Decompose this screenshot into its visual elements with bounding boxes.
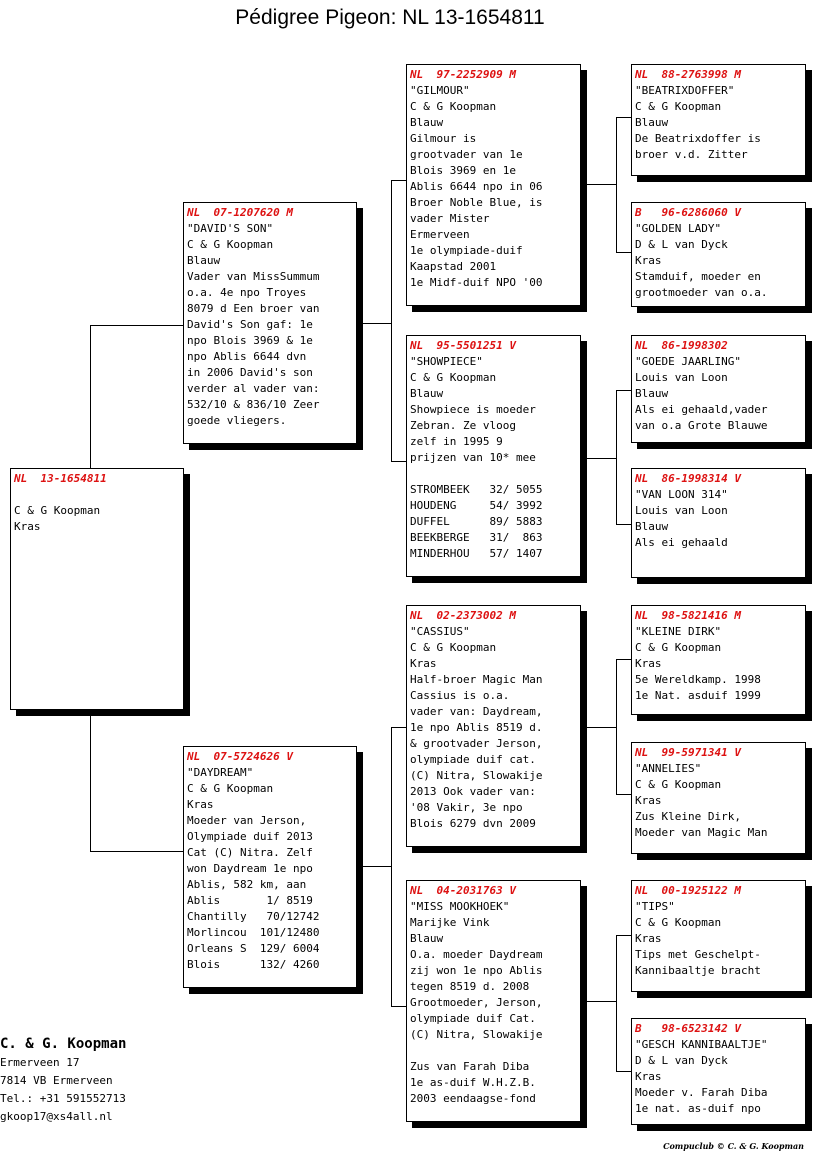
pigeon-card-father[interactable] <box>183 202 357 444</box>
pigeon-info-line: Louis van Loon <box>635 504 728 517</box>
breeder-contact <box>0 1034 126 1126</box>
page-title: Pédigree Pigeon: NL 13-1654811 <box>235 6 545 29</box>
pigeon-info-line: C & G Koopman <box>635 100 722 113</box>
ring-number: NL 88-2763998 M <box>635 68 741 81</box>
pigeon-info-line: 5e Wereldkamp. 1998 <box>635 673 761 686</box>
pigeon-info-line: Kras <box>187 798 214 811</box>
pigeon-info-line: C & G Koopman <box>410 100 497 113</box>
pigeon-info-line: vader van: Daydream, <box>410 705 543 718</box>
pigeon-info-line <box>410 1043 577 1059</box>
connector-line <box>616 659 632 660</box>
pigeon-info-line: C & G Koopman <box>410 371 497 384</box>
pigeon-info-line: Blauw <box>635 387 669 400</box>
pigeon-info-line: 1e olympiade-duif <box>410 244 523 257</box>
pigeon-card-fff[interactable] <box>631 64 806 176</box>
pigeon-card-ffm[interactable] <box>631 202 806 307</box>
ring-number: NL 02-2373002 M <box>410 609 516 622</box>
connector-line <box>616 252 632 253</box>
phone-number: Tel.: +31 591552713 <box>0 1092 126 1105</box>
pigeon-info-line: David's Son gaf: 1e <box>187 318 313 331</box>
pigeon-info-line: broer v.d. Zitter <box>635 148 748 161</box>
pigeon-info-line: Showpiece is moeder <box>410 403 536 416</box>
pigeon-info-line: Blois 6279 dvn 2009 <box>410 817 536 830</box>
pigeon-info-line: C & G Koopman <box>14 504 101 517</box>
connector-line <box>391 180 407 181</box>
pigeon-info-line: Kaapstad 2001 <box>410 260 497 273</box>
pigeon-info-line: (C) Nitra, Slowakije <box>410 769 543 782</box>
ring-number: NL 99-5971341 V <box>635 746 741 759</box>
connector-line <box>616 117 617 252</box>
pigeon-line-first: "MISS MOOKHOEK" <box>410 900 510 913</box>
pigeon-info-line: Zebran. Ze vloog <box>410 419 516 432</box>
ring-number: B 96-6286060 V <box>635 206 741 219</box>
ring-number: NL 07-5724626 V <box>187 750 293 763</box>
address-line-2: 7814 VB Ermerveen <box>0 1074 113 1087</box>
pigeon-info-line: Cat (C) Nitra. Zelf <box>187 846 313 859</box>
connector-line <box>616 935 617 1071</box>
pigeon-info-line: C & G Koopman <box>187 782 274 795</box>
pigeon-info-line: Kannibaaltje bracht <box>635 964 761 977</box>
connector-line <box>616 390 617 524</box>
pigeon-info-line: Moeder van Jerson, <box>187 814 307 827</box>
pigeon-info-line: npo Ablis 6644 dvn <box>187 350 307 363</box>
pigeon-info-line: Ablis 1/ 8519 <box>187 894 313 907</box>
pigeon-info-line: Tips met Geschelpt- <box>635 948 761 961</box>
pigeon-info-line: STROMBEEK 32/ 5055 <box>410 483 543 496</box>
connector-line <box>356 323 391 324</box>
pigeon-info-line: verder al vader van: <box>187 382 320 395</box>
pigeon-info-line: Blauw <box>410 387 444 400</box>
pigeon-info-line: D & L van Dyck <box>635 238 728 251</box>
ring-number: NL 86-1998302 <box>635 339 728 352</box>
connector-line <box>90 851 184 852</box>
connector-line <box>356 866 391 867</box>
pigeon-info-line: Kras <box>410 657 437 670</box>
connector-line <box>616 659 617 794</box>
pigeon-info-line: Grootmoeder, Jerson, <box>410 996 543 1009</box>
pigeon-info-line: Blauw <box>410 932 444 945</box>
pigeon-line-first: "GESCH KANNIBAALTJE" <box>635 1038 768 1051</box>
pigeon-card-mother-father[interactable] <box>406 605 581 847</box>
pigeon-info-line: Vader van MissSummum <box>187 270 320 283</box>
pigeon-info-line: 1e Nat. asduif 1999 <box>635 689 761 702</box>
pigeon-info-line: Louis van Loon <box>635 371 728 384</box>
pigeon-info-line: D & L van Dyck <box>635 1054 728 1067</box>
pigeon-card-subject[interactable] <box>10 468 184 710</box>
connector-line <box>90 710 91 851</box>
connector-line <box>580 1001 616 1002</box>
pigeon-card-mfm[interactable] <box>631 742 806 854</box>
pigeon-info-line: C & G Koopman <box>635 641 722 654</box>
connector-line <box>90 325 184 326</box>
pigeon-info-line: Kras <box>635 657 662 670</box>
connector-line <box>616 524 632 525</box>
pigeon-info-line: 8079 d Een broer van <box>187 302 320 315</box>
pigeon-card-fmf[interactable] <box>631 335 806 443</box>
address-line-1: Ermerveen 17 <box>0 1056 80 1069</box>
ring-number: NL 07-1207620 M <box>187 206 293 219</box>
pigeon-info-line: Morlincou 101/12480 <box>187 926 320 939</box>
connector-line <box>90 325 91 468</box>
pigeon-line-first: "ANNELIES" <box>635 762 702 775</box>
pigeon-info-line: Als ei gehaald <box>635 536 728 549</box>
pigeon-info-line: Blois 132/ 4260 <box>187 958 320 971</box>
ring-number: NL 97-2252909 M <box>410 68 516 81</box>
pigeon-info-line: prijzen van 10* mee <box>410 451 536 464</box>
pigeon-info-line: De Beatrixdoffer is <box>635 132 761 145</box>
pigeon-info-line: Orleans S 129/ 6004 <box>187 942 320 955</box>
connector-line <box>391 180 392 462</box>
pigeon-info-line: Zus van Farah Diba <box>410 1060 530 1073</box>
pigeon-info-line: C & G Koopman <box>635 916 722 929</box>
pigeon-info-line: 532/10 & 836/10 Zeer <box>187 398 320 411</box>
pigeon-info-line: Zus Kleine Dirk, <box>635 810 741 823</box>
pigeon-info-line: Marijke Vink <box>410 916 490 929</box>
pigeon-line-first: "DAVID'S SON" <box>187 222 274 235</box>
pigeon-info-line: C & G Koopman <box>410 641 497 654</box>
pigeon-info-line: van o.a Grote Blauwe <box>635 419 768 432</box>
pigeon-info-line: zelf in 1995 9 <box>410 435 503 448</box>
pigeon-info-line: Blauw <box>410 116 444 129</box>
connector-line <box>616 1071 632 1072</box>
ring-number: NL 98-5821416 M <box>635 609 741 622</box>
connector-line <box>616 935 632 936</box>
connector-line <box>580 727 616 728</box>
connector-line <box>391 1006 407 1007</box>
pigeon-line-first: "TIPS" <box>635 900 675 913</box>
pigeon-card-fmm[interactable] <box>631 468 806 578</box>
pigeon-info-line: olympiade duif cat. <box>410 753 536 766</box>
pigeon-info-line: Kras <box>635 794 662 807</box>
pigeon-line-first: "BEATRIXDOFFER" <box>635 84 735 97</box>
ring-number: B 98-6523142 V <box>635 1022 741 1035</box>
pigeon-info-line: Cassius is o.a. <box>410 689 510 702</box>
pigeon-info-line: 2003 eendaagse-fond <box>410 1092 536 1105</box>
connector-line <box>391 727 392 1007</box>
pigeon-info-line: Gilmour is <box>410 132 477 145</box>
ring-number: NL 95-5501251 V <box>410 339 516 352</box>
connector-line <box>616 117 632 118</box>
pigeon-info-line: grootmoeder van o.a. <box>635 286 768 299</box>
pigeon-info-line: zij won 1e npo Ablis <box>410 964 543 977</box>
pigeon-card-father-father[interactable] <box>406 64 581 306</box>
email-address[interactable]: gkoop17@xs4all.nl <box>0 1110 113 1123</box>
pigeon-card-father-mother[interactable] <box>406 335 581 577</box>
pigeon-line-first: "KLEINE DIRK" <box>635 625 722 638</box>
breeder-name: C. & G. Koopman <box>0 1036 127 1052</box>
pigeon-info-line: DUFFEL 89/ 5883 <box>410 515 543 528</box>
pigeon-line-first: "GOLDEN LADY" <box>635 222 722 235</box>
ring-number: NL 00-1925122 M <box>635 884 741 897</box>
connector-line <box>580 184 616 185</box>
pigeon-info-line: Blauw <box>187 254 221 267</box>
pigeon-info-line: & grootvader Jerson, <box>410 737 543 750</box>
connector-line <box>391 727 407 728</box>
connector-line <box>580 458 616 459</box>
pigeon-info-line: Olympiade duif 2013 <box>187 830 313 843</box>
pigeon-info-line: 1e as-duif W.H.Z.B. <box>410 1076 536 1089</box>
pigeon-card-mff[interactable] <box>631 605 806 715</box>
ring-number: NL 13-1654811 <box>14 472 107 485</box>
pigeon-card-mother-mother[interactable] <box>406 880 581 1122</box>
pigeon-line-first: "DAYDREAM" <box>187 766 254 779</box>
pigeon-info-line: O.a. moeder Daydream <box>410 948 543 961</box>
connector-line <box>616 390 632 391</box>
pigeon-info-line: Stamduif, moeder en <box>635 270 761 283</box>
pigeon-info-line: BEEKBERGE 31/ 863 <box>410 531 543 544</box>
pigeon-info-line: HOUDENG 54/ 3992 <box>410 499 543 512</box>
pigeon-info-line: o.a. 4e npo Troyes <box>187 286 307 299</box>
pigeon-info-line: goede vliegers. <box>187 414 287 427</box>
pigeon-info-line: (C) Nitra, Slowakije <box>410 1028 543 1041</box>
pigeon-info-line: Blauw <box>635 116 669 129</box>
pigeon-info-line: 2013 Ook vader van: <box>410 785 536 798</box>
pigeon-info-line <box>410 466 577 482</box>
pigeon-info-line: C & G Koopman <box>187 238 274 251</box>
connector-line <box>616 794 632 795</box>
pigeon-info-line: Moeder v. Farah Diba <box>635 1086 768 1099</box>
pigeon-line-first: "CASSIUS" <box>410 625 470 638</box>
pigeon-info-line: 1e Midf-duif NPO '00 <box>410 276 543 289</box>
ring-number: NL 04-2031763 V <box>410 884 516 897</box>
pigeon-info-line: Blois 3969 en 1e <box>410 164 516 177</box>
pigeon-line-first: "SHOWPIECE" <box>410 355 483 368</box>
pigeon-info-line: won Daydream 1e npo <box>187 862 313 875</box>
pigeon-info-line: vader Mister <box>410 212 490 225</box>
pigeon-line-first: "GOEDE JAARLING" <box>635 355 741 368</box>
pigeon-card-mmm[interactable] <box>631 1018 806 1125</box>
pigeon-info-line: Kras <box>635 1070 662 1083</box>
pigeon-info-line: Ablis 6644 npo in 06 <box>410 180 543 193</box>
pigeon-info-line: 1e npo Ablis 8519 d. <box>410 721 543 734</box>
pigeon-info-line: Kras <box>14 520 41 533</box>
connector-line <box>391 461 407 462</box>
copyright-credit: Compuclub © C. & G. Koopman <box>663 1141 804 1151</box>
pigeon-info-line: grootvader van 1e <box>410 148 523 161</box>
pigeon-info-line: '08 Vakir, 3e npo <box>410 801 523 814</box>
pigeon-line-first <box>14 487 180 503</box>
pigeon-info-line: Chantilly 70/12742 <box>187 910 320 923</box>
pigeon-info-line: MINDERHOU 57/ 1407 <box>410 547 543 560</box>
pigeon-info-line: C & G Koopman <box>635 778 722 791</box>
pigeon-info-line: Kras <box>635 932 662 945</box>
pigeon-info-line: Kras <box>635 254 662 267</box>
pigeon-info-line: olympiade duif Cat. <box>410 1012 536 1025</box>
pigeon-line-first: "GILMOUR" <box>410 84 470 97</box>
pigeon-info-line: Broer Noble Blue, is <box>410 196 543 209</box>
pigeon-line-first: "VAN LOON 314" <box>635 488 728 501</box>
pigeon-info-line: Ablis, 582 km, aan <box>187 878 307 891</box>
pigeon-info-line: in 2006 David's son <box>187 366 313 379</box>
pigeon-card-mmf[interactable] <box>631 880 806 992</box>
pigeon-info-line: Half-broer Magic Man <box>410 673 543 686</box>
ring-number: NL 86-1998314 V <box>635 472 741 485</box>
pigeon-info-line: 1e nat. as-duif npo <box>635 1102 761 1115</box>
pigeon-info-line: Als ei gehaald,vader <box>635 403 768 416</box>
pigeon-info-line: Ermerveen <box>410 228 470 241</box>
pigeon-info-line: tegen 8519 d. 2008 <box>410 980 530 993</box>
pigeon-info-line: npo Blois 3969 & 1e <box>187 334 313 347</box>
pigeon-info-line: Moeder van Magic Man <box>635 826 768 839</box>
pigeon-card-mother[interactable] <box>183 746 357 988</box>
pigeon-info-line: Blauw <box>635 520 669 533</box>
